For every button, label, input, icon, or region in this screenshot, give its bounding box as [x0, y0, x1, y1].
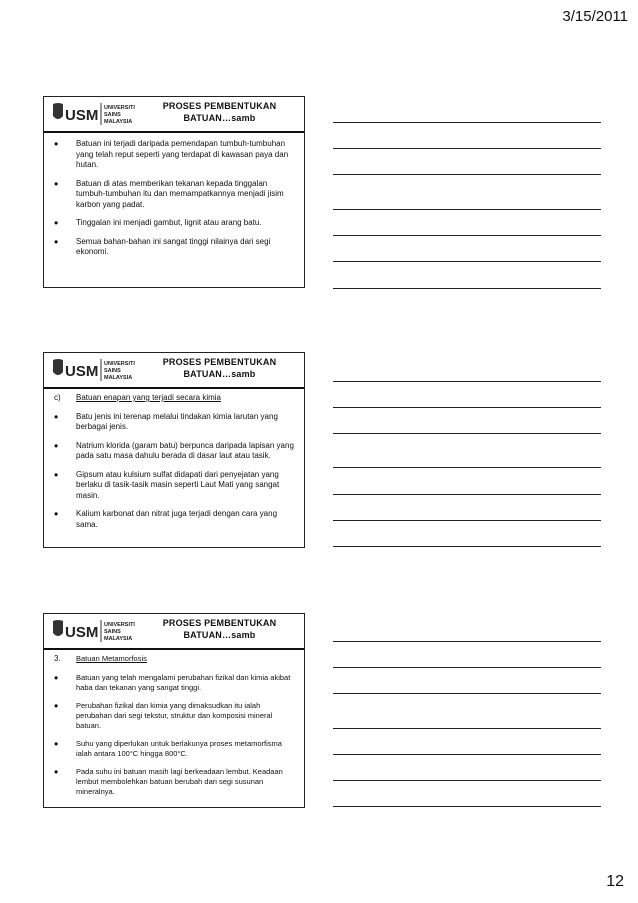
page-number: 12: [606, 873, 624, 890]
slide-3: [43, 613, 305, 808]
note-line: [333, 122, 601, 123]
list-item: • Pada suhu ini batuan masih lagi berkeadaan lembut. Keadaan lembut membolehkan batuan berubah dari segi susunan mineralnya.: [54, 764, 283, 796]
slide-1: [43, 96, 305, 288]
slide-header: [44, 353, 304, 389]
note-line: [333, 235, 601, 236]
slide-2: [43, 352, 305, 548]
svg-text:USM: USM: [65, 107, 99, 124]
note-line: [333, 806, 601, 807]
note-line: [333, 433, 601, 434]
list-item: • Suhu yang diperlukan untuk berlakunya proses metamorfisma ialah antara 100°C hingga 800°C.: [54, 736, 282, 758]
slide-body: [44, 650, 304, 811]
slide-body: [44, 133, 304, 272]
svg-text:SAINS: SAINS: [104, 112, 121, 118]
svg-text:USM: USM: [65, 363, 99, 380]
slide-header: [44, 97, 304, 133]
note-line: [333, 520, 601, 521]
note-line: [333, 407, 601, 408]
note-line: [333, 494, 601, 495]
note-line: [333, 693, 601, 694]
note-line: [333, 209, 601, 210]
list-item: • Semua bahan-bahan ini sangat tinggi nilainya dari segi ekonomi.: [54, 234, 271, 256]
svg-text:MALAYSIA: MALAYSIA: [104, 375, 133, 381]
list-item: • Perubahan fizikal dan kimia yang dimaksudkan itu ialah perubahan dari segi tekstur, struktur dan komposisi mineral batuan.: [54, 698, 273, 730]
note-line: [333, 667, 601, 668]
svg-text:UNIVERSITI: UNIVERSITI: [104, 105, 135, 111]
usm-logo-icon: [49, 356, 135, 384]
list-item: • Batu jenis ini terenap melalui tindakan kimia larutan yang berbagai jenis.: [54, 409, 278, 431]
print-date: 3/15/2011: [562, 8, 628, 25]
notes-lines: [333, 0, 601, 903]
list-item: • Batuan yang telah mengalami perubahan fizikal dan kimia akibat haba dan tekanan yang sangat tinggi.: [54, 670, 291, 692]
slide-title: PROSES PEMBENTUKAN BATUAN…samb: [162, 357, 277, 379]
slide-title: PROSES PEMBENTUKAN BATUAN…samb: [162, 101, 277, 123]
note-line: [333, 288, 601, 289]
note-line: [333, 467, 601, 468]
note-line: [333, 641, 601, 642]
list-item: • Batuan ini terjadi daripada pemendapan tumbuh-tumbuhan yang telah reput seperti yang terdapat di kawasan paya dan hutan.: [54, 137, 289, 169]
note-line: [333, 261, 601, 262]
svg-text:USM: USM: [65, 624, 99, 641]
note-line: [333, 148, 601, 149]
list-item: • Tinggalan ini menjadi gambut, lignit atau arang batu.: [54, 216, 262, 230]
list-item: c) Batuan enapan yang terjadi secara kimia: [54, 393, 221, 402]
list-item: • Batuan di atas memberikan tekanan kepada tinggalan tumbuh-tumbuhan itu dan memampatkannya menjadi jisim karbon yang padat.: [54, 176, 284, 209]
note-line: [333, 546, 601, 547]
note-line: [333, 728, 601, 729]
svg-text:MALAYSIA: MALAYSIA: [104, 119, 133, 125]
svg-text:SAINS: SAINS: [104, 629, 121, 635]
note-line: [333, 174, 601, 175]
slide-body: [44, 389, 304, 544]
note-line: [333, 754, 601, 755]
slide-title: PROSES PEMBENTUKAN BATUAN…samb: [162, 618, 277, 640]
list-item: • Natrium klorida (garam batu) berpunca daripada lapisan yang pada satu masa dahulu berada di dasar laut atau tasik.: [54, 438, 294, 460]
svg-text:MALAYSIA: MALAYSIA: [104, 636, 133, 642]
list-item: 3. Batuan Metamorfosis: [54, 654, 147, 663]
svg-text:SAINS: SAINS: [104, 368, 121, 374]
slide-header: [44, 614, 304, 650]
usm-logo-icon: [49, 100, 135, 128]
usm-logo-icon: [49, 617, 135, 645]
svg-text:UNIVERSITI: UNIVERSITI: [104, 622, 135, 628]
list-item: • Gipsum atau kulsium sulfat didapati dari penyejatan yang berlaku di tasik-tasik masin seperti Laut Mati yang sangat masin.: [54, 467, 280, 500]
list-item: • Kalium karbonat dan nitrat juga terjadi dengan cara yang sama.: [54, 507, 278, 529]
note-line: [333, 381, 601, 382]
note-line: [333, 780, 601, 781]
svg-text:UNIVERSITI: UNIVERSITI: [104, 361, 135, 367]
